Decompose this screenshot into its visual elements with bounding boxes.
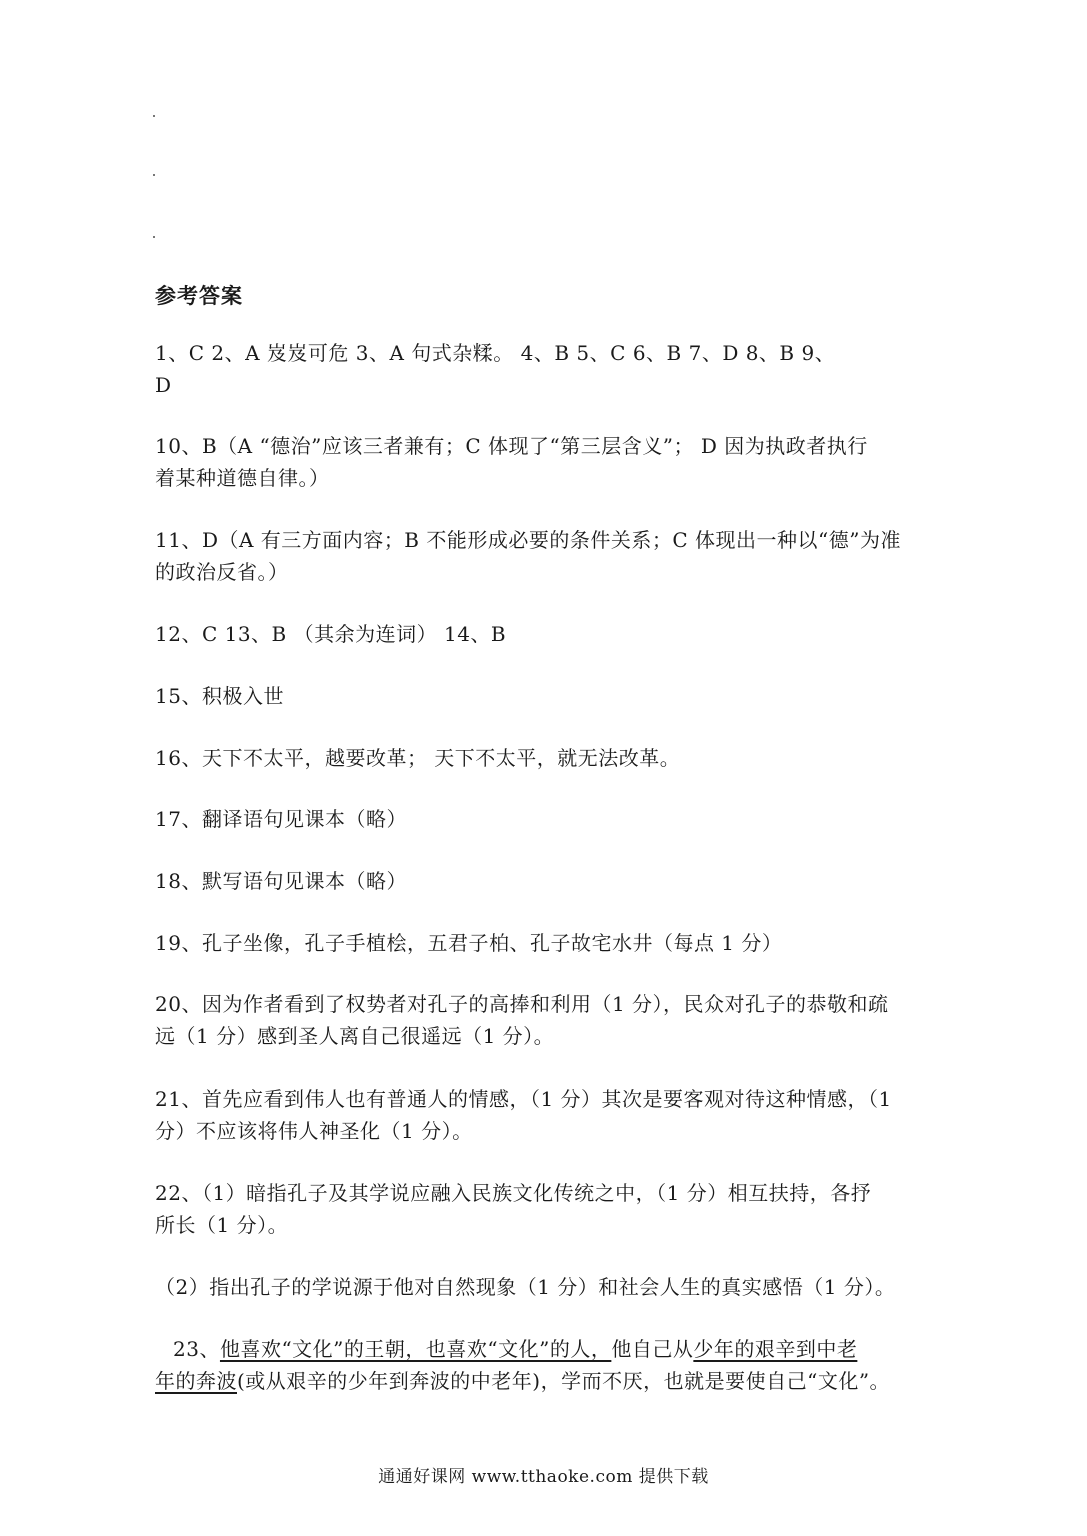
answer-line: 着某种道德自律。） xyxy=(155,466,330,490)
answer-line xyxy=(155,1365,935,1397)
answer-18 xyxy=(155,865,935,897)
scan-speck xyxy=(153,174,155,176)
answer-line: 10、B（A “德治”应该三者兼有；C 体现了“第三层含义”； D 因为执政者执行 xyxy=(155,434,868,458)
answer-line: 20、因为作者看到了权势者对孔子的高捧和利用（1 分），民众对孔子的恭敬和疏 xyxy=(155,992,889,1016)
answer-10 xyxy=(155,430,935,494)
answer-16 xyxy=(155,742,935,774)
answer-line: 18、默写语句见课本（略） xyxy=(155,869,407,893)
answer-21 xyxy=(155,1083,935,1147)
answer-line: 1、C 2、A 岌岌可危 3、A 句式杂糅。 4、B 5、C 6、B 7、D 8、B 9、 xyxy=(155,341,836,365)
answer-22-part-2 xyxy=(155,1271,935,1303)
answer-line: D xyxy=(155,373,172,397)
underlined-text: 少年的艰辛到中老 xyxy=(693,1337,858,1361)
answer-line: 19、孔子坐像，孔子手植桧，五君子柏、孔子故宅水井（每点 1 分） xyxy=(155,931,783,955)
answer-text: (或从艰辛的少年到奔波的中老年)，学而不厌，也就是要使自己“文化”。 xyxy=(237,1369,891,1393)
answer-line: 21、首先应看到伟人也有普通人的情感，（1 分）其次是要客观对待这种情感，（1 xyxy=(155,1087,892,1111)
answer-line: 11、D（A 有三方面内容；B 不能形成必要的条件关系；C 体现出一种以“德”为准 xyxy=(155,528,901,552)
answer-line: 22、（1）暗指孔子及其学说应融入民族文化传统之中，（1 分）相互扶持，各抒 xyxy=(155,1181,872,1205)
answer-23 xyxy=(155,1333,935,1397)
answer-line: 16、天下不太平，越要改革； 天下不太平，就无法改革。 xyxy=(155,746,681,770)
answer-line: 15、积极入世 xyxy=(155,684,284,708)
answer-11 xyxy=(155,524,935,588)
answer-17 xyxy=(155,803,935,835)
answer-15 xyxy=(155,680,935,712)
underlined-text: 他喜欢“文化”的王朝，也喜欢“文化”的人， xyxy=(219,1337,612,1361)
answer-1-9 xyxy=(155,337,935,401)
answer-line: （2）指出孔子的学说源于他对自然现象（1 分）和社会人生的真实感悟（1 分）。 xyxy=(155,1275,896,1299)
underlined-text: 年的奔波 xyxy=(155,1369,237,1393)
scan-speck xyxy=(153,236,155,238)
scan-speck xyxy=(153,115,155,117)
answer-22 xyxy=(155,1177,935,1241)
footer-credit: 通通好课网 www.tthaoke.com 提供下载 xyxy=(378,1467,709,1487)
answer-line: 的政治反省。） xyxy=(155,560,289,584)
answer-line: 17、翻译语句见课本（略） xyxy=(155,807,407,831)
answer-key-heading: 参考答案 xyxy=(155,283,243,308)
answer-text: 他自己从 xyxy=(611,1337,694,1361)
answer-line: 所长（1 分）。 xyxy=(155,1213,289,1237)
answer-line xyxy=(155,1333,935,1365)
answer-line: 12、C 13、B （其余为连词） 14、B xyxy=(155,622,507,646)
answer-line: 远（1 分）感到圣人离自己很遥远（1 分）。 xyxy=(155,1024,555,1048)
answer-number: 23、 xyxy=(173,1337,220,1361)
answer-12-14 xyxy=(155,618,935,650)
answer-19 xyxy=(155,927,935,959)
answer-20 xyxy=(155,988,935,1052)
answer-line: 分）不应该将伟人神圣化（1 分）。 xyxy=(155,1119,473,1143)
